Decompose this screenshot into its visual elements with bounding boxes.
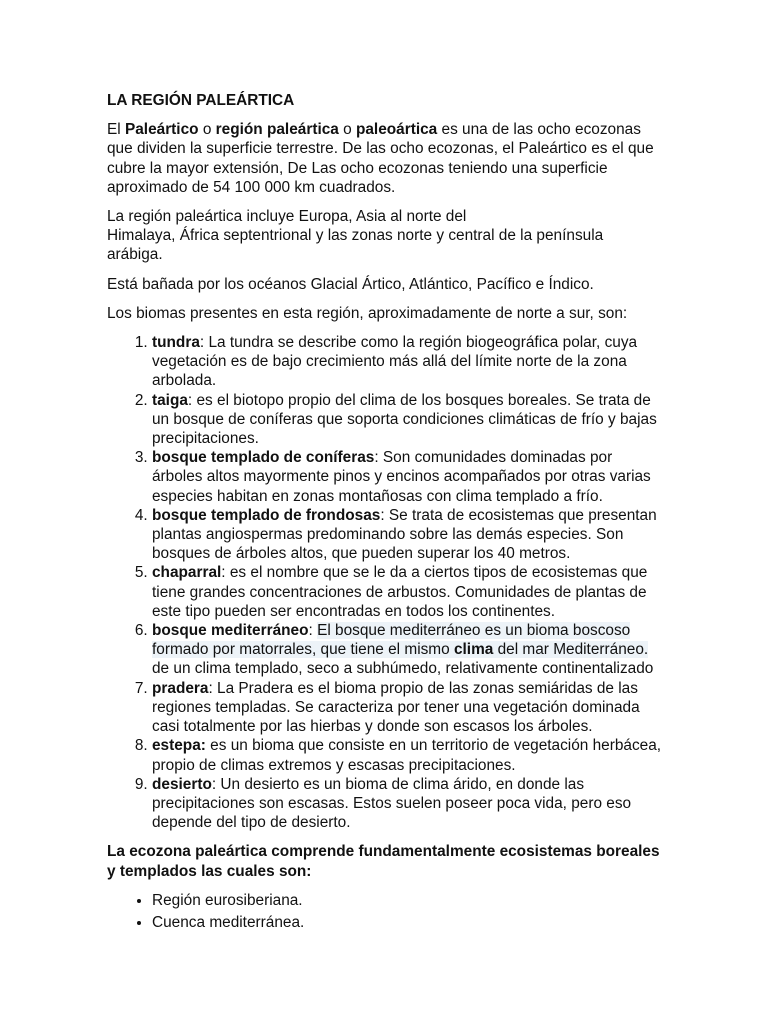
biome-term: tundra bbox=[152, 334, 200, 352]
biome-term: bosque templado de coníferas bbox=[152, 449, 375, 467]
biome-item-chaparral bbox=[152, 563, 663, 621]
regions-list bbox=[107, 891, 663, 932]
biome-description-suffix: de un clima templado, seco a subhúmedo, relativamente continentalizado bbox=[152, 660, 654, 678]
biome-item-estepa bbox=[152, 736, 663, 774]
biome-description: : Se trata de ecosistemas que presentan plantas angiospermas predominando sobre las demás especies. Son bosques de árboles altos, que pueden superar los 40 metros. bbox=[152, 506, 657, 563]
biome-description: : Un desierto es un bioma de clima árido, en donde las precipitaciones son escasas. Estos suelen poseer poca vida, pero eso depende del tipo de desierto. bbox=[152, 775, 632, 832]
biome-term: bosque templado de frondosas bbox=[152, 506, 381, 524]
biome-description: : La Pradera es el bioma propio de las zonas semiáridas de las regiones templadas. Se caracteriza por tener una vegetación dominada casi totalmente por las hierbas y donde son escasos los árboles. bbox=[152, 679, 640, 736]
document-page bbox=[107, 90, 663, 935]
biome-term: chaparral bbox=[152, 564, 222, 582]
intro-paragraph bbox=[107, 120, 663, 197]
biome-item-tundra bbox=[152, 333, 663, 391]
intro-text-3: o bbox=[338, 121, 356, 139]
biome-item-pradera bbox=[152, 679, 663, 737]
biomes-intro-paragraph: Los biomas presentes en esta región, aproximadamente de norte a sur, son: bbox=[107, 304, 628, 322]
biome-term: desierto bbox=[152, 775, 212, 793]
biome-item-broadleaf-forest bbox=[152, 506, 663, 564]
intro-term-paleoartica: paleoártica bbox=[355, 121, 438, 139]
biome-term: taiga bbox=[152, 391, 188, 409]
biomes-list bbox=[107, 333, 663, 832]
biome-description: : Son comunidades dominadas por árboles altos mayormente pinos y encinos acompañados por otras varias especies habitan en zonas montañosas con clima templado a frío. bbox=[152, 449, 651, 505]
biome-description: es un bioma que consiste en un territorio de vegetación herbácea, propio de climas extremos y escasas precipitaciones. bbox=[152, 737, 662, 774]
biome-item-desierto bbox=[152, 775, 663, 833]
intro-text-2: o bbox=[198, 121, 216, 139]
biome-item-coniferous-forest bbox=[152, 448, 663, 506]
biome-item-mediterranean-forest bbox=[152, 621, 663, 679]
intro-text-1: El bbox=[107, 121, 125, 139]
biome-term: pradera bbox=[152, 679, 209, 697]
oceans-paragraph: Está bañada por los océanos Glacial Ártico, Atlántico, Pacífico e Índico. bbox=[107, 275, 594, 293]
intro-term-paleartico: Paleártico bbox=[124, 121, 199, 139]
region-item-mediterranea: • Cuenca mediterránea. bbox=[152, 913, 663, 932]
intro-term-region-palearctica: región paleártica bbox=[215, 121, 339, 139]
intro-text-4: es una de las ocho ecozonas que dividen la superficie terrestre. De las ocho ecozonas, el Paleártico es el que cubre la mayor extensión, De Las ocho ecozonas teniendo una superficie aproximado de 54 100 000 km cuadrados. bbox=[107, 121, 654, 196]
summary-paragraph: La ecozona paleártica comprende fundamentalmente ecosistemas boreales y templados las cuales son: bbox=[107, 843, 660, 880]
extent-line-1: La región paleártica incluye Europa, Asia al norte del bbox=[107, 208, 467, 226]
region-item-eurosiberiana: • Región eurosiberiana. bbox=[152, 891, 663, 910]
biome-item-taiga bbox=[152, 391, 663, 449]
highlighted-term-clima: clima bbox=[453, 641, 494, 659]
document-title: LA REGIÓN PALEÁRTICA bbox=[107, 92, 295, 109]
biome-description: : es el biotopo propio del clima de los bosques boreales. Se trata de un bosque de coníferas que soporta condiciones climáticas de frío y bajas precipitaciones. bbox=[152, 391, 657, 448]
biome-term: bosque mediterráneo bbox=[152, 622, 309, 640]
highlighted-text-2: del mar Mediterráneo. bbox=[493, 641, 649, 659]
biome-description: : es el nombre que se le da a ciertos tipos de ecosistemas que tiene grandes concentraciones de arbustos. Comunidades de plantas de este tipo pueden ser encontradas en todos los continentes. bbox=[152, 564, 648, 620]
highlighted-text-1: El bosque mediterráneo es un bioma boscoso formado por matorrales, que tiene el mismo bbox=[152, 622, 631, 659]
biome-description-prefix: : bbox=[308, 622, 318, 640]
biome-description: : La tundra se describe como la región biogeográfica polar, cuya vegetación es de bajo crecimiento más allá del límite norte de la zona arbolada. bbox=[152, 334, 638, 390]
extent-paragraph bbox=[107, 207, 663, 265]
extent-line-2: Himalaya, África septentrional y las zonas norte y central de la península arábiga. bbox=[107, 227, 604, 264]
biome-term: estepa: bbox=[152, 737, 206, 755]
